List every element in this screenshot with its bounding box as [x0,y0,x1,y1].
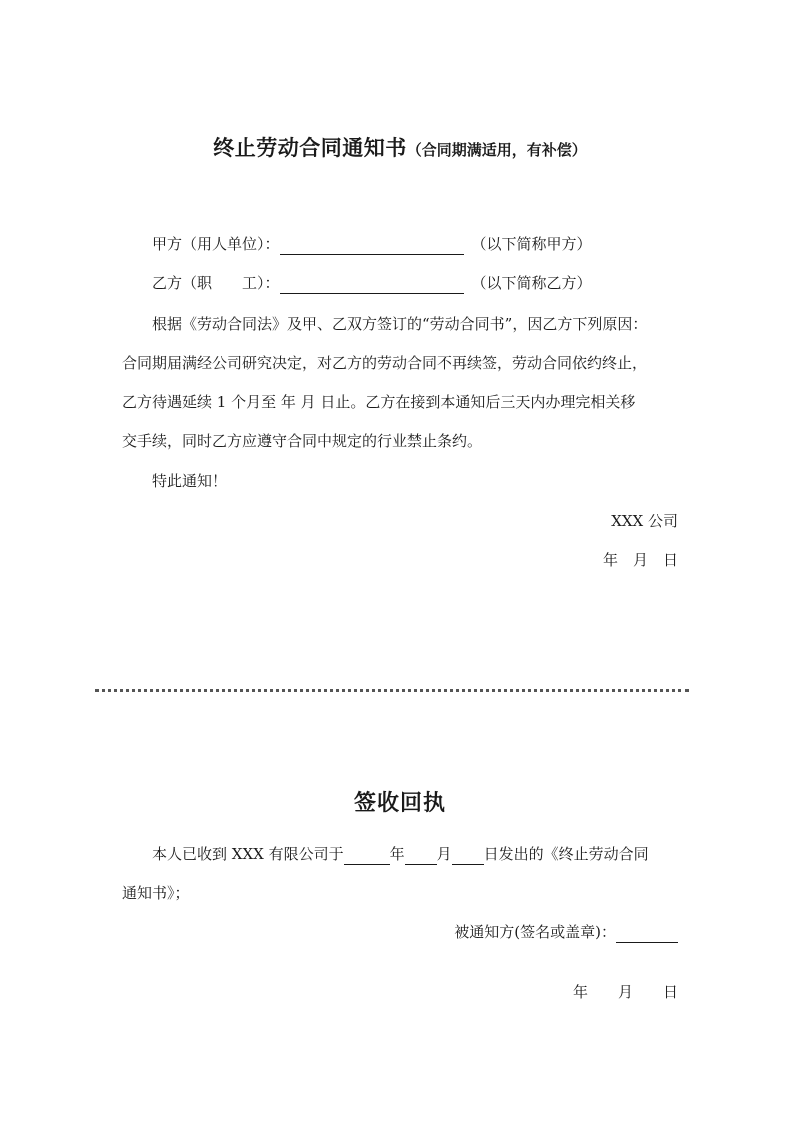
party-a-label: 甲方（用人单位）： [152,235,280,253]
party-b-row [152,272,592,294]
signer-label: 被通知方(签名或盖章)： [454,923,616,941]
company-signature: XXX 公司 [611,512,678,530]
party-a-row [152,233,592,255]
signer-row [454,921,678,943]
notice-date: 年 月 日 [602,551,678,569]
notice-title-subtitle: （合同期满适用，有补偿） [406,141,587,159]
paragraph-line-4: 交手续，同时乙方应遵守合同中规定的行业禁止条约。 [122,432,483,450]
signer-blank[interactable] [616,924,678,943]
receipt-date: 年 月 日 [572,983,678,1001]
receipt-year-label: 年 [389,845,405,863]
paragraph-line-2: 合同期届满经公司研究决定，对乙方的劳动合同不再续签，劳动合同依约终止， [122,354,648,372]
receipt-year-blank[interactable] [344,846,390,865]
party-a-note: （以下简称甲方） [471,235,592,253]
notice-title-main: 终止劳动合同通知书 [213,136,407,160]
receipt-title: 签收回执 [353,791,446,816]
cut-line-divider [95,689,689,692]
party-a-blank[interactable] [280,236,464,255]
party-b-blank[interactable] [280,275,464,294]
closing-text: 特此通知！ [152,472,228,490]
paragraph-line-3: 乙方待遇延续 1 个月至 年 月 日止。乙方在接到本通知后三天内办理完相关移 [122,393,636,411]
receipt-month-label: 月 [436,845,452,863]
receipt-text-a: 本人已收到 XXX 有限公司于 [152,845,344,863]
receipt-day-blank[interactable] [452,846,484,865]
paragraph-line-1: 根据《劳动合同法》及甲、乙双方签订的“劳动合同书”，因乙方下列原因： [152,315,648,333]
party-b-note: （以下简称乙方） [471,274,592,292]
party-b-label: 乙方（职 工）： [152,274,280,292]
receipt-month-blank[interactable] [405,846,437,865]
receipt-line-1 [152,843,649,865]
receipt-day-label: 日发出的《终止劳动合同 [483,845,649,863]
receipt-line-2: 通知书》； [122,884,190,902]
notice-title [0,132,800,162]
